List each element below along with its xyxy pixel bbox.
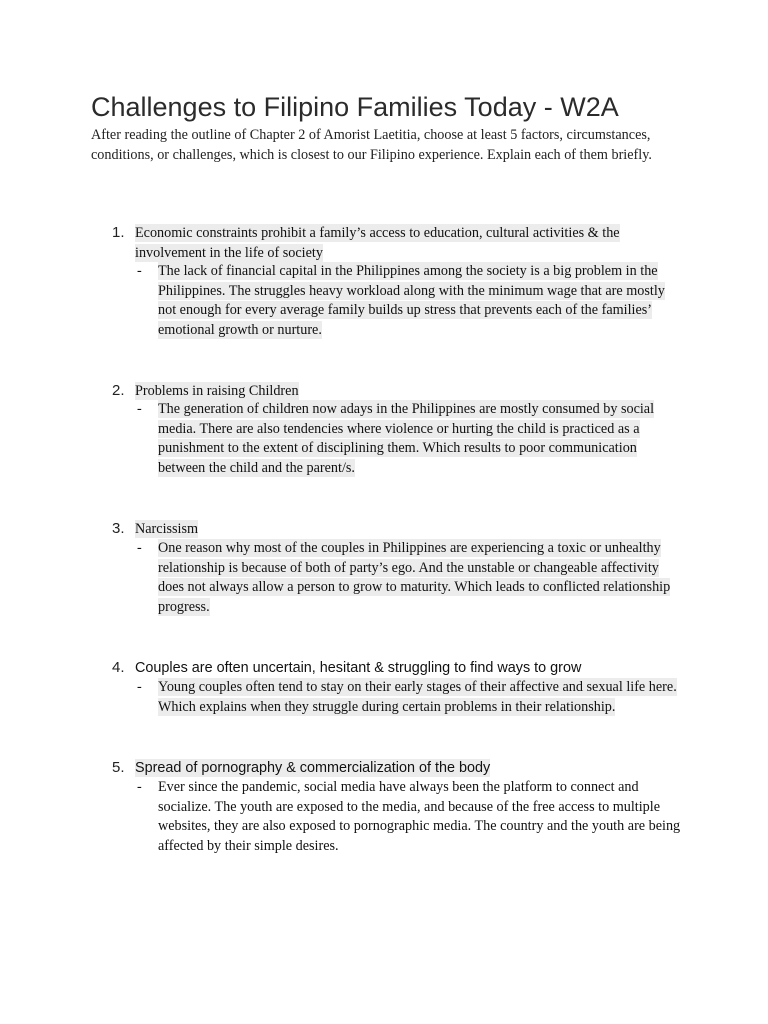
list-item-bullet-text: Young couples often tend to stay on their early stages of their affective and sexual life here. Which explains when they struggle during certain problems in their relationship. [158, 679, 677, 715]
list-item-bullet [158, 400, 682, 478]
list-item-bullet-text: One reason why most of the couples in Philippines are experiencing a toxic or unhealthy relationship is because of both of party’s ego. And the unstable or changeable affectivity does not always allow a person to grow to maturity. Which leads to conflicted relationship progress. [158, 540, 671, 615]
list-item-bullet: Ever since the pandemic, social media have always been the platform to connect and socialize. The youth are exposed to the media, and because of the free access to multiple websites, they are also exposed to pornographic media. The country and the youth are being affected by their simple desires. [158, 779, 681, 854]
list-item-title-text: Narcissism [135, 521, 199, 537]
list-item-title [135, 381, 675, 401]
bullet-marker: - [137, 263, 142, 279]
list-item-number: 2. [112, 382, 125, 399]
list-item-title-text: Spread of pornography & commercialization of the body [135, 760, 491, 776]
bullet-marker: - [137, 540, 142, 556]
list-item-bullet [158, 539, 682, 617]
document-intro: After reading the outline of Chapter 2 of Amorist Laetitia, choose at least 5 factors, circumstances, conditions, or challenges, which is closest to our Filipino experience. Explain each of them briefly. [91, 127, 652, 163]
list-item-title [135, 758, 675, 778]
bullet-marker: - [137, 779, 142, 795]
list-item-title [135, 223, 675, 263]
list-item-number: 5. [112, 759, 125, 776]
list-item-number: 3. [112, 520, 125, 537]
list-item-number: 1. [112, 224, 125, 241]
bullet-marker: - [137, 679, 142, 695]
list-item-bullet-text: The generation of children now adays in the Philippines are mostly consumed by social media. There are also tendencies where violence or hurting the child is practiced as a punishment to the extent of disciplining them. Which results to poor communication between the child and the parent/s. [158, 401, 655, 476]
list-item-bullet [158, 262, 682, 340]
list-item-bullet-text: The lack of financial capital in the Philippines among the society is a big problem in the Philippines. The struggles heavy workload along with the minimum wage that are mostly not enough for every average family builds up stress that prevents each of the families’ emotional growth or nurture. [158, 263, 665, 338]
bullet-marker: - [137, 401, 142, 417]
document-title: Challenges to Filipino Families Today - W2A [91, 92, 619, 122]
list-item-number: 4. [112, 659, 125, 676]
list-item-title: Couples are often uncertain, hesitant & struggling to find ways to grow [135, 660, 582, 676]
list-item-title [135, 519, 675, 539]
list-item-title-text: Problems in raising Children [135, 383, 299, 399]
list-item-bullet [158, 678, 682, 717]
list-item-title-text: Economic constraints prohibit a family’s access to education, cultural activities & the involvement in the life of society [135, 225, 620, 261]
